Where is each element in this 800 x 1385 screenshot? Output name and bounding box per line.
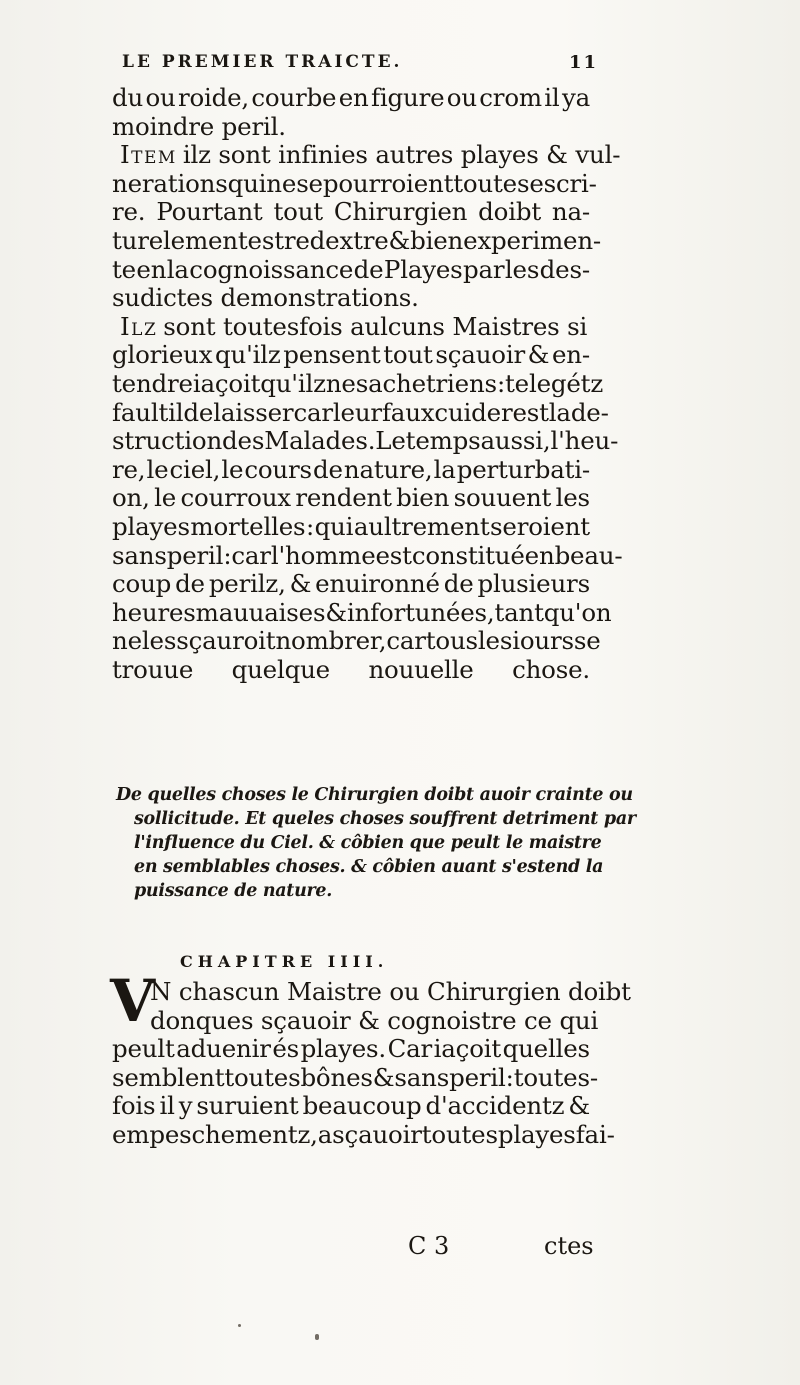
word: l'heu- (550, 426, 619, 456)
word: les (477, 626, 513, 656)
word: cognoissance (189, 254, 354, 284)
word: plusieurs (477, 569, 590, 599)
text-line (112, 84, 590, 113)
text-line (112, 484, 590, 513)
word: est (512, 397, 549, 427)
chapter-summary (116, 783, 636, 903)
word: Le (375, 426, 406, 456)
word: par (463, 254, 505, 284)
word: fault (112, 397, 169, 427)
word: nombrer, (275, 626, 387, 656)
word: playes (112, 511, 190, 541)
word: playes (497, 1119, 576, 1149)
word: bien (410, 225, 464, 255)
word: pensent (283, 340, 381, 370)
word: le (154, 483, 177, 513)
word: les (504, 254, 540, 284)
word: de (353, 254, 384, 284)
word: Pourtant (156, 197, 263, 227)
word: heures (112, 597, 196, 627)
text-line (112, 426, 619, 456)
word: roide, (177, 83, 250, 112)
word: qu'ilz (215, 340, 281, 370)
word: a (317, 1119, 333, 1149)
word: on, (112, 483, 150, 513)
word: il (168, 397, 184, 427)
word: de (443, 569, 474, 599)
word: na- (551, 197, 590, 227)
word: & (388, 225, 411, 255)
word: d'accidentz (425, 1091, 565, 1121)
word: Car (387, 1034, 433, 1064)
text-line (112, 256, 590, 285)
word: le (221, 454, 244, 484)
word: qu'ilz (260, 368, 326, 398)
word: sans (112, 540, 167, 570)
text-line (112, 198, 590, 227)
word: ne (325, 368, 356, 398)
paragraph-initial-caps: Item (120, 140, 177, 170)
text-line: donques sçauoir & cognoistre ce qui (150, 1005, 599, 1035)
word: & (527, 340, 550, 370)
text-line: N chascun Maistre ou Chirurgien doibt (150, 977, 631, 1006)
word: nerations (112, 168, 228, 198)
word: tout (273, 197, 323, 227)
main-text-block (112, 83, 623, 713)
text-line (112, 1035, 590, 1064)
word: fai- (575, 1119, 615, 1149)
running-title: LE PREMIER TRAICTE. (122, 52, 403, 72)
word: chose. (512, 654, 590, 684)
folio-number: 11 (568, 52, 598, 73)
word: riens (435, 368, 497, 398)
text-line (112, 456, 590, 485)
word: suruient (196, 1091, 299, 1121)
word: toutes (453, 168, 530, 198)
summary-line: en semblables choses. & côbien auant s'estend la (134, 857, 604, 877)
word: re. (112, 197, 146, 227)
text-span: ilz sont infinies autres playes & vul- (182, 140, 621, 170)
word: toutes (224, 1062, 301, 1092)
word: seroient (490, 511, 590, 541)
word: peril (449, 1062, 506, 1092)
word: gétz (550, 368, 604, 398)
word: de- (570, 397, 609, 427)
word: re, (112, 454, 146, 484)
word: bien (396, 483, 450, 513)
word: : (223, 540, 232, 570)
word: bônes (300, 1062, 373, 1092)
word: aduenir (176, 1034, 271, 1064)
word: la (548, 397, 571, 427)
word: tendre (112, 368, 193, 398)
word: car (293, 397, 333, 427)
ink-speck (238, 1324, 241, 1327)
word: de (175, 569, 205, 599)
word: qui (314, 511, 354, 541)
word: struction (112, 426, 223, 456)
summary-line: sollicitude. Et queles choses souffrent detriment par (134, 809, 636, 829)
text-line (112, 313, 590, 342)
word: aultrement (353, 511, 490, 541)
word: leur (332, 397, 382, 427)
word: se (296, 168, 323, 198)
word: ou (145, 83, 176, 112)
word: nouuelle (368, 654, 474, 684)
word: iaçoit (433, 1034, 502, 1064)
word: qui (227, 168, 267, 198)
word: glorieux (112, 340, 213, 370)
word: temps (405, 426, 481, 456)
word: playes. (300, 1034, 387, 1064)
word: experimen- (463, 225, 601, 255)
word: la (433, 454, 456, 484)
word: nature, (343, 454, 433, 484)
word: car (386, 626, 426, 656)
word: est (375, 540, 412, 570)
word: : (496, 368, 505, 398)
text-line (112, 225, 601, 256)
word: y (178, 1091, 193, 1121)
word: tous (425, 626, 478, 656)
paragraph-initial-caps: Ilz (120, 311, 158, 341)
word: escri- (529, 168, 597, 198)
word: sçauoir (332, 1119, 422, 1149)
word: car (231, 540, 271, 570)
word: en (338, 83, 369, 112)
text-line (112, 570, 590, 599)
word: les (141, 626, 177, 656)
word: constitué (411, 540, 525, 570)
text-line (112, 168, 597, 199)
word: & (325, 597, 347, 627)
word: & (568, 1091, 590, 1121)
running-header (112, 52, 598, 80)
word: perilz, (208, 569, 286, 599)
text-line (112, 397, 609, 428)
text-line (112, 1092, 590, 1121)
word: ne (112, 626, 142, 656)
word: sachet (355, 368, 436, 398)
word: des- (539, 254, 590, 284)
summary-line: De quelles choses le Chirurgien doibt auoir crainte ou (116, 785, 633, 805)
word: Chirurgien (333, 197, 468, 227)
word: toutes (421, 1119, 498, 1149)
word: ne (266, 168, 297, 198)
word: le (146, 454, 169, 484)
word: empeschementz, (112, 1119, 318, 1149)
word: semblent (112, 1062, 225, 1092)
word: tout (383, 340, 433, 370)
word: souuent (453, 483, 552, 513)
text-line: sudictes demonstrations. (112, 283, 419, 313)
word: Malades. (264, 426, 376, 456)
word: rendent (295, 483, 392, 513)
word: de (312, 454, 343, 484)
text-line (112, 1119, 615, 1150)
word: estre (247, 225, 310, 255)
text-line: moindre peril. (112, 111, 286, 141)
word: sans (394, 1062, 450, 1092)
text-line (112, 341, 590, 370)
word: la (166, 254, 189, 284)
signature-mark: C 3 (408, 1232, 450, 1260)
word: figure (371, 83, 445, 112)
word: dextre (309, 225, 389, 255)
ink-speck (315, 1334, 319, 1340)
word: iaçoit (192, 368, 261, 398)
word: peril (166, 540, 224, 570)
word: beau- (554, 540, 623, 570)
word: enuironné (315, 569, 440, 599)
word: du (112, 83, 144, 112)
word: il (544, 83, 560, 112)
word: peult (112, 1034, 175, 1064)
word: aussi, (480, 426, 551, 456)
word: te (112, 254, 136, 284)
word: pourroient (322, 168, 454, 198)
word: mauuaises (195, 597, 326, 627)
text-line (112, 597, 612, 628)
word: qu'on (543, 597, 612, 627)
text-line (112, 1062, 598, 1093)
summary-line: l'influence du Ciel. & côbien que peult le maistre (134, 833, 602, 853)
word: mortelles (190, 511, 306, 541)
word: beaucoup (302, 1091, 422, 1121)
word: en- (551, 340, 590, 370)
word: tele (505, 368, 551, 398)
word: en (524, 540, 555, 570)
word: sçauoir (435, 340, 525, 370)
summary-line: puissance de nature. (134, 881, 333, 901)
drop-capital: V (110, 967, 156, 1035)
word: delaisser (183, 397, 294, 427)
word: & (289, 569, 312, 599)
word: des (222, 426, 265, 456)
word: : (305, 511, 315, 541)
word: doibt (478, 197, 541, 227)
word: ya (561, 83, 590, 112)
word: iours (512, 626, 574, 656)
word: fois (112, 1091, 156, 1121)
word: cours (244, 454, 312, 484)
word: courbe (251, 83, 337, 112)
text-line (112, 368, 604, 399)
word: és (272, 1034, 299, 1064)
word: se (573, 626, 601, 656)
word: perturbati- (456, 454, 590, 484)
text-line (112, 140, 621, 170)
word: sçauroit (176, 626, 276, 656)
word: tant (494, 597, 544, 627)
word: infortunées, (346, 597, 495, 627)
word: en (136, 254, 167, 284)
word: courroux (180, 483, 291, 513)
word: faux (381, 397, 435, 427)
word: crom (479, 83, 542, 112)
chapter-title: CHAPITRE IIII. (180, 952, 389, 971)
text-line (112, 540, 623, 571)
word: l'homme (270, 540, 376, 570)
word: il (159, 1091, 175, 1121)
text-line (112, 656, 590, 685)
word: cuider (434, 397, 513, 427)
word: & (372, 1062, 395, 1092)
chapter-text-block (110, 967, 631, 1150)
word: ou (446, 83, 477, 112)
text-line (112, 684, 590, 713)
word: quelque (231, 654, 330, 684)
word: les (555, 483, 590, 513)
word: quelles (502, 1034, 590, 1064)
word: : (505, 1062, 514, 1092)
word: Playes (383, 254, 463, 284)
word: coup (112, 569, 172, 599)
text-line (112, 513, 590, 542)
catchword: ctes (544, 1232, 594, 1260)
word: toutes- (513, 1062, 598, 1092)
word: trouue (112, 654, 194, 684)
word: turelement (112, 225, 248, 255)
text-line (112, 626, 601, 656)
text-span: sont toutesfois aulcuns Maistres si (163, 311, 588, 341)
word: ciel, (169, 454, 221, 484)
